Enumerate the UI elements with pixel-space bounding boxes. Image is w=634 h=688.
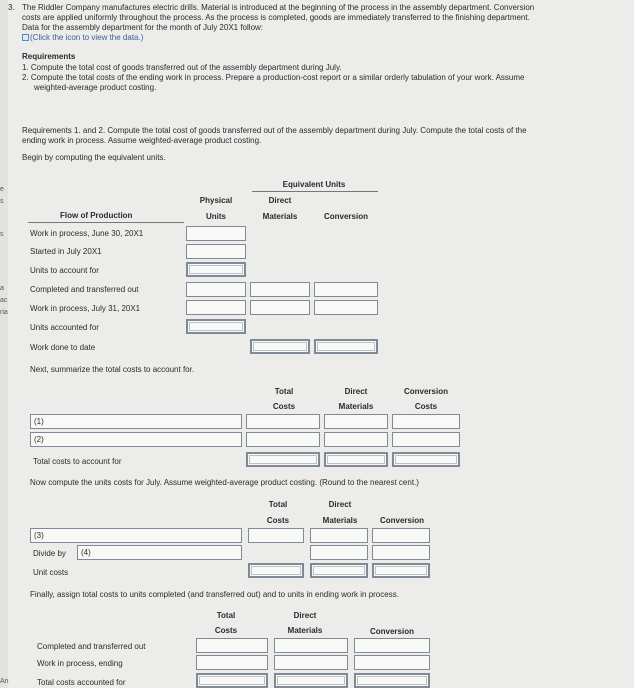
costs-row1-conversion-input[interactable] bbox=[392, 414, 460, 429]
materials-header: Materials bbox=[262, 212, 298, 221]
costs-row2-total-input[interactable] bbox=[246, 432, 320, 447]
assign-total-header: Total bbox=[216, 611, 236, 620]
costs-row1-total-input[interactable] bbox=[246, 414, 320, 429]
edge-label: s bbox=[0, 231, 4, 238]
assign-ewip-materials-input[interactable] bbox=[274, 655, 348, 670]
assign-conversion-header: Conversion bbox=[369, 627, 414, 636]
uc-row3-label-select[interactable]: (3) bbox=[30, 528, 242, 543]
edge-label: a bbox=[0, 285, 4, 292]
physical-units-completed-input[interactable] bbox=[186, 282, 246, 297]
uc-row3-total-input[interactable] bbox=[248, 528, 304, 543]
requirement-2: 2. Compute the total costs of the ending work in process. Prepare a production-cost report or a similar orderly tabulation of your work. Assume bbox=[22, 73, 525, 82]
problem-number: 3. bbox=[8, 3, 15, 12]
costs-conversion-costs-header: Costs bbox=[414, 402, 438, 411]
edge-label: ria bbox=[0, 309, 8, 316]
costs-total-materials-input[interactable] bbox=[324, 452, 388, 467]
uc-row4-label-select[interactable]: (4) bbox=[77, 545, 242, 560]
costs-row2-conversion-input[interactable] bbox=[392, 432, 460, 447]
uc-total-header: Total bbox=[268, 500, 288, 509]
uc-unit-total-input[interactable] bbox=[248, 563, 304, 578]
uc-row3-materials-input[interactable] bbox=[310, 528, 368, 543]
costs-intro: Next, summarize the total costs to account for. bbox=[30, 365, 195, 374]
costs-row1-label-select[interactable]: (1) bbox=[30, 414, 242, 429]
requirements-title: Requirements bbox=[22, 52, 76, 61]
eu-row-label: Units accounted for bbox=[30, 323, 99, 332]
edge-label: s bbox=[0, 198, 4, 205]
eu-row-label: Completed and transferred out bbox=[30, 285, 139, 294]
costs-row2-label-select[interactable]: (2) bbox=[30, 432, 242, 447]
left-edge-strip bbox=[0, 0, 8, 688]
uc-row4-conversion-input[interactable] bbox=[372, 545, 430, 560]
direct-header: Direct bbox=[268, 196, 292, 205]
edge-label: ac bbox=[0, 297, 8, 304]
assign-completed-conversion-input[interactable] bbox=[354, 638, 430, 653]
assign-total-total-input[interactable] bbox=[196, 673, 268, 688]
uc-conversion-header: Conversion bbox=[379, 516, 424, 525]
costs-total-total-input[interactable] bbox=[246, 452, 320, 467]
flow-header: Flow of Production bbox=[60, 211, 133, 220]
unit-costs-intro: Now compute the units costs for July. Assume weighted-average product costing. (Round to the nearest cent.) bbox=[30, 478, 419, 487]
costs-row2-materials-input[interactable] bbox=[324, 432, 388, 447]
costs-total-conversion-input[interactable] bbox=[392, 452, 460, 467]
eu-conversion-completed-input[interactable] bbox=[314, 282, 378, 297]
unit-costs-label: Unit costs bbox=[33, 568, 69, 577]
costs-materials-header: Materials bbox=[338, 402, 374, 411]
assign-total-conversion-input[interactable] bbox=[354, 673, 430, 688]
physical-units-accounted-input[interactable] bbox=[186, 319, 246, 334]
costs-direct-header: Direct bbox=[344, 387, 368, 396]
eu-materials-completed-input[interactable] bbox=[250, 282, 310, 297]
data-link[interactable]: (Click the icon to view the data.) bbox=[22, 33, 143, 42]
assign-costs-header: Costs bbox=[214, 626, 238, 635]
divide-by-label: Divide by bbox=[33, 549, 66, 558]
costs-costs-header: Costs bbox=[272, 402, 296, 411]
assign-materials-header: Materials bbox=[287, 626, 323, 635]
edge-label: An bbox=[0, 678, 9, 685]
eu-row-label: Work in process, July 31, 20X1 bbox=[30, 304, 141, 313]
assign-ewip-conversion-input[interactable] bbox=[354, 655, 430, 670]
eu-materials-total-input[interactable] bbox=[250, 339, 310, 354]
uc-materials-header: Materials bbox=[322, 516, 358, 525]
eu-row-label: Started in July 20X1 bbox=[30, 247, 102, 256]
costs-row1-materials-input[interactable] bbox=[324, 414, 388, 429]
physical-header: Physical bbox=[199, 196, 233, 205]
uc-costs-header: Costs bbox=[266, 516, 290, 525]
units-header: Units bbox=[206, 212, 226, 221]
problem-text-line: Data for the assembly department for the month of July 20X1 follow: bbox=[22, 23, 264, 32]
eu-conversion-total-input[interactable] bbox=[314, 339, 378, 354]
assign-completed-materials-input[interactable] bbox=[274, 638, 348, 653]
eu-row-label: Work done to date bbox=[30, 343, 96, 352]
uc-unit-materials-input[interactable] bbox=[310, 563, 368, 578]
requirement-2-cont: weighted-average product costing. bbox=[34, 83, 157, 92]
problem-text-line: costs are applied uniformly throughout the process. As the process is completed, goods are immediately transferred to the finishing department. bbox=[22, 13, 530, 22]
physical-units-to-account-input[interactable] bbox=[186, 262, 246, 277]
assign-row-label: Total costs accounted for bbox=[37, 678, 126, 687]
instruction-line: ending work in process. Assume weighted-average product costing. bbox=[22, 136, 262, 145]
assign-direct-header: Direct bbox=[293, 611, 317, 620]
conversion-header: Conversion bbox=[323, 212, 368, 221]
problem-text-line: The Riddler Company manufactures electric drills. Material is introduced at the beginning of the process in the assembly department. Conversion bbox=[22, 3, 535, 12]
eu-conversion-ewip-input[interactable] bbox=[314, 300, 378, 315]
eu-header: Equivalent Units bbox=[282, 180, 346, 189]
eu-row-label: Work in process, June 30, 20X1 bbox=[30, 229, 144, 238]
assign-total-materials-input[interactable] bbox=[274, 673, 348, 688]
uc-unit-conversion-input[interactable] bbox=[372, 563, 430, 578]
costs-conversion-header: Conversion bbox=[403, 387, 448, 396]
total-costs-label: Total costs to account for bbox=[33, 457, 122, 466]
physical-units-ewip-input[interactable] bbox=[186, 300, 246, 315]
edge-label: e bbox=[0, 186, 4, 193]
assign-row-label: Completed and transferred out bbox=[37, 642, 146, 651]
data-table-icon[interactable] bbox=[22, 34, 29, 41]
assign-completed-total-input[interactable] bbox=[196, 638, 268, 653]
uc-row4-materials-input[interactable] bbox=[310, 545, 368, 560]
physical-units-started-input[interactable] bbox=[186, 244, 246, 259]
uc-direct-header: Direct bbox=[328, 500, 352, 509]
physical-units-bwip-input[interactable] bbox=[186, 226, 246, 241]
instruction-line: Requirements 1. and 2. Compute the total cost of goods transferred out of the assembly department during July. Compute the total costs of the bbox=[22, 126, 527, 135]
uc-row3-conversion-input[interactable] bbox=[372, 528, 430, 543]
eu-row-label: Units to account for bbox=[30, 266, 99, 275]
costs-total-header: Total bbox=[274, 387, 294, 396]
assign-intro: Finally, assign total costs to units completed (and transferred out) and to units in ending work in process. bbox=[30, 590, 399, 599]
assign-ewip-total-input[interactable] bbox=[196, 655, 268, 670]
requirement-1: 1. Compute the total cost of goods transferred out of the assembly department during July. bbox=[22, 63, 342, 72]
assign-row-label: Work in process, ending bbox=[37, 659, 123, 668]
eu-materials-ewip-input[interactable] bbox=[250, 300, 310, 315]
instruction-begin: Begin by computing the equivalent units. bbox=[22, 153, 166, 162]
